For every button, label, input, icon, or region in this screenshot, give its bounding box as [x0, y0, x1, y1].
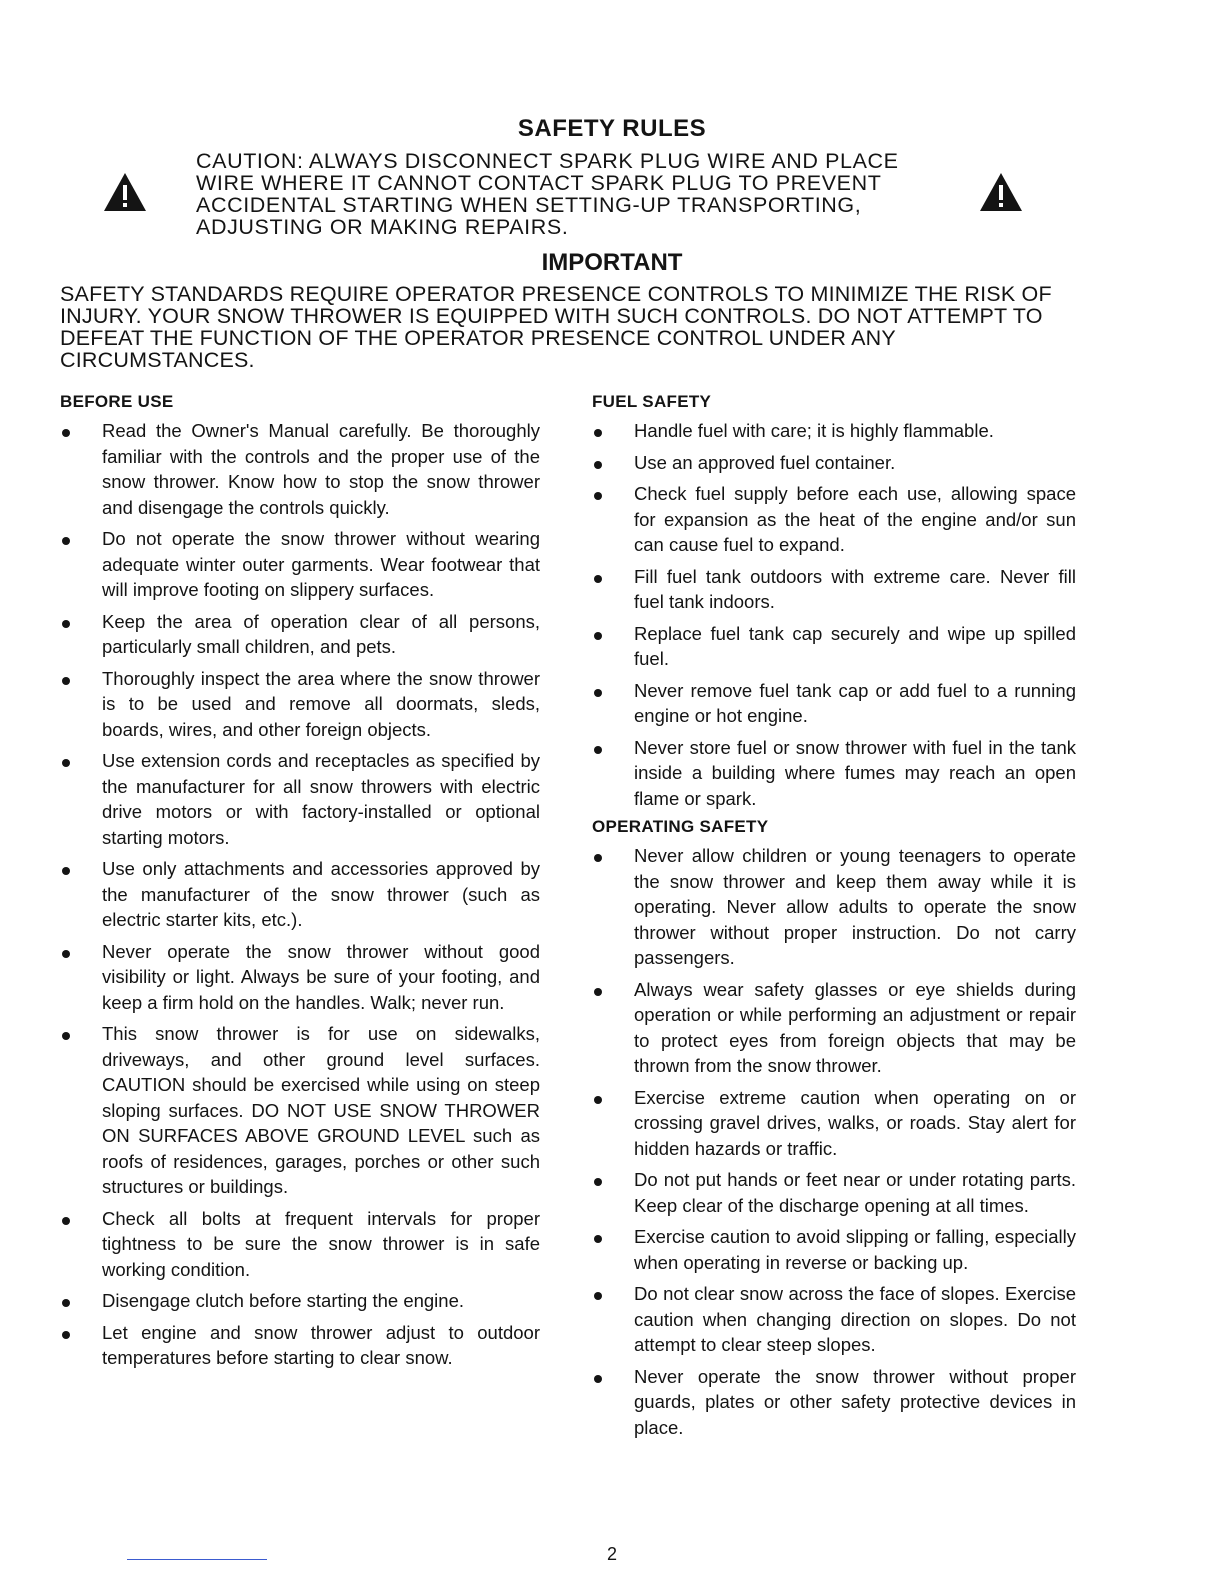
bullet-icon — [594, 461, 602, 469]
list-item-text: Do not operate the snow thrower without wearing adequate winter outer garments. Wear footwear that will improve footing on slippery surfaces. — [102, 528, 540, 600]
list-item — [60, 609, 540, 660]
list-item — [60, 526, 540, 603]
list-item-text: Always wear safety glasses or eye shields during operation or while performing an adjustment or repair to protect eyes from foreign objects that may be thrown from the snow thrower. — [634, 978, 1076, 1076]
list-item-text: Handle fuel with care; it is highly flammable. — [634, 420, 994, 441]
list-item-text: Use only attachments and accessories approved by the manufacturer of the snow thrower (such as electric starter kits, etc.). — [102, 858, 540, 930]
important-heading: IMPORTANT — [541, 249, 683, 276]
list-item-text: Do not put hands or feet near or under rotating parts. Keep clear of the discharge opening at all times. — [634, 1169, 1076, 1216]
bullet-icon — [62, 867, 70, 875]
page-number: 2 — [606, 1544, 617, 1564]
list-item — [60, 939, 540, 1016]
list-item-text: Never operate the snow thrower without good visibility or light. Always be sure of your footing, and keep a firm hold on the handles. Walk; never run. — [102, 940, 540, 1013]
list-item-text: Disengage clutch before starting the engine. — [102, 1290, 465, 1311]
footer-rule — [127, 1559, 267, 1560]
list-item — [60, 1206, 540, 1283]
caution-text: CAUTION: ALWAYS DISCONNECT SPARK PLUG WIRE AND PLACE WIRE WHERE IT CANNOT CONTACT SPARK PLUG TO PREVENT ACCIDENTAL STARTING WHEN SETTING-UP TRANSPORTING, ADJUSTING OR MAKING REPAIRS. — [196, 149, 899, 239]
list-item-text: Replace fuel tank cap securely and wipe up spilled fuel. — [634, 622, 1076, 669]
bullet-icon — [594, 492, 602, 500]
bullet-icon — [594, 1292, 602, 1300]
list-item — [592, 1167, 1076, 1218]
list-item — [592, 418, 1076, 444]
list-item — [60, 1021, 540, 1200]
list-item-text: Thoroughly inspect the area where the snow thrower is to be used and remove all doormats, sleds, boards, wires, and other foreign objects. — [102, 667, 540, 740]
bullet-icon — [62, 1299, 70, 1307]
list-item — [592, 977, 1076, 1079]
bullet-icon — [62, 1217, 70, 1225]
operating-safety-list — [592, 843, 1076, 1440]
bullet-icon — [594, 746, 602, 754]
operating-safety-heading: OPERATING SAFETY — [592, 817, 769, 836]
before-use-list — [60, 418, 540, 1371]
list-item-text: Never allow children or young teenagers to operate the snow thrower and keep them away while it is operating. Never allow adults to operate the snow thrower without proper instruction. Do not carry passengers. — [634, 845, 1076, 968]
before-use-heading: BEFORE USE — [60, 392, 174, 411]
list-item-text: Never store fuel or snow thrower with fuel in the tank inside a building where fumes may reach an open flame or spark. — [634, 736, 1076, 809]
bullet-icon — [594, 988, 602, 996]
list-item — [592, 1281, 1076, 1358]
list-item — [60, 666, 540, 743]
important-text: SAFETY STANDARDS REQUIRE OPERATOR PRESENCE CONTROLS TO MINIMIZE THE RISK OF INJURY. YOUR SNOW THROWER IS EQUIPPED WITH SUCH CONTROLS. DO NOT ATTEMPT TO DEFEAT THE FUNCTION OF THE OPERATOR PRESENCE CONTROL UNDER ANY CIRCUMSTANCES. — [60, 282, 1052, 372]
bullet-icon — [594, 689, 602, 697]
bullet-icon — [594, 575, 602, 583]
list-item — [60, 856, 540, 933]
list-item-text: Fill fuel tank outdoors with extreme care. Never fill fuel tank indoors. — [634, 565, 1076, 612]
list-item — [60, 418, 540, 520]
list-item-text: Check all bolts at frequent intervals for proper tightness to be sure the snow thrower is in safe working condition. — [102, 1207, 540, 1280]
list-item — [592, 450, 1076, 476]
list-item-text: This snow thrower is for use on sidewalks, driveways, and other ground level surfaces. CAUTION should be exercised while using on steep sloping surfaces. DO NOT USE SNOW THROWER ON SURFACES ABOVE GROUND LEVEL such as roofs of residences, garages, porches or other such structures or buildings. — [102, 1023, 540, 1197]
bullet-icon — [594, 1375, 602, 1383]
list-item-text: Never operate the snow thrower without proper guards, plates or other safety protective devices in place. — [634, 1365, 1076, 1438]
list-item — [592, 735, 1076, 812]
bullet-icon — [62, 950, 70, 958]
page-title: SAFETY RULES — [517, 115, 707, 142]
list-item — [60, 1320, 540, 1371]
warning-triangle-icon — [979, 172, 1023, 212]
left-column — [60, 392, 540, 1377]
bullet-icon — [594, 854, 602, 862]
list-item-text: Use an approved fuel container. — [634, 451, 896, 473]
bullet-icon — [594, 1235, 602, 1243]
right-column — [592, 392, 1076, 1446]
bullet-icon — [62, 1032, 70, 1040]
list-item-text: Do not clear snow across the face of slopes. Exercise caution when changing direction on slopes. Do not attempt to clear steep slopes. — [634, 1283, 1076, 1355]
list-item-text: Check fuel supply before each use, allowing space for expansion as the heat of the engine and/or sun can cause fuel to expand. — [634, 483, 1076, 555]
list-item-text: Use extension cords and receptacles as specified by the manufacturer for all snow throwers with electric drive motors or with factory-installed or optional starting motors. — [102, 750, 540, 848]
bullet-icon — [594, 1178, 602, 1186]
list-item — [592, 481, 1076, 558]
fuel-safety-heading: FUEL SAFETY — [592, 392, 712, 411]
bullet-icon — [594, 632, 602, 640]
bullet-icon — [594, 1096, 602, 1104]
list-item — [592, 621, 1076, 672]
list-item — [592, 1364, 1076, 1441]
list-item — [60, 748, 540, 850]
bullet-icon — [62, 677, 70, 685]
bullet-icon — [594, 429, 602, 437]
bullet-icon — [62, 620, 70, 628]
fuel-safety-list — [592, 418, 1076, 811]
list-item-text: Keep the area of operation clear of all persons, particularly small children, and pets. — [102, 610, 540, 657]
list-item — [592, 843, 1076, 971]
list-item-text: Never remove fuel tank cap or add fuel to a running engine or hot engine. — [634, 679, 1076, 726]
bullet-icon — [62, 429, 70, 437]
list-item-text: Read the Owner's Manual carefully. Be thoroughly familiar with the controls and the proper use of the snow thrower. Know how to stop the snow thrower and disengage the controls quickly. — [102, 420, 540, 518]
bullet-icon — [62, 759, 70, 767]
list-item — [592, 564, 1076, 615]
list-item-text: Exercise caution to avoid slipping or falling, especially when operating in reverse or backing up. — [634, 1226, 1076, 1273]
bullet-icon — [62, 537, 70, 545]
bullet-icon — [62, 1331, 70, 1339]
list-item — [60, 1288, 540, 1314]
warning-triangle-icon — [103, 172, 147, 212]
list-item — [592, 1224, 1076, 1275]
list-item-text: Exercise extreme caution when operating on or crossing gravel drives, walks, or roads. Stay alert for hidden hazards or traffic. — [634, 1086, 1076, 1159]
list-item — [592, 1085, 1076, 1162]
list-item-text: Let engine and snow thrower adjust to outdoor temperatures before starting to clear snow. — [102, 1321, 540, 1368]
list-item — [592, 678, 1076, 729]
